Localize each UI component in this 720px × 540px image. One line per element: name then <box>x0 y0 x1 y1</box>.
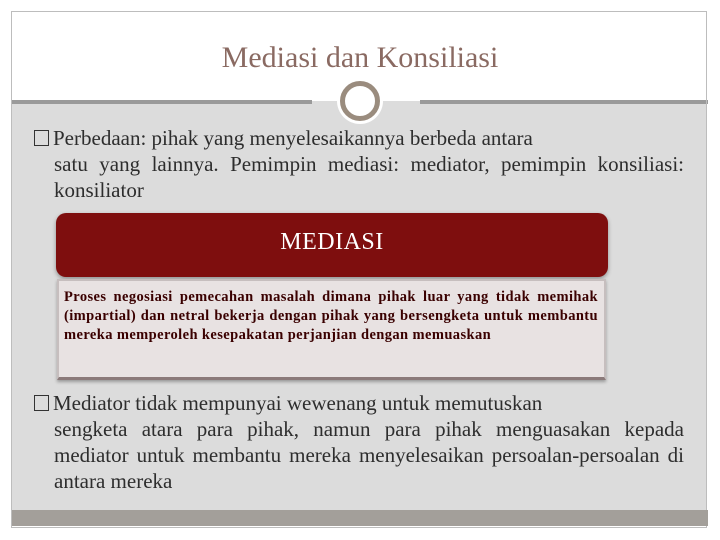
bullet-first-line: Mediator tidak mempunyai wewenang untuk memutuskan <box>53 391 543 415</box>
bullet-first-line: Perbedaan: pihak yang menyelesaikannya berbeda antara <box>53 126 533 150</box>
definition-text: Proses negosiasi pemecahan masalah dimana pihak luar yang tidak memihak (impartial) dan netral bekerja dengan pihak yang bersengketa untuk membantu mereka memperoleh kesepakatan perjanjian dengan memuaskan <box>64 289 598 343</box>
bottom-bar <box>12 510 708 526</box>
bullet-continuation: satu yang lainnya. Pemimpin mediasi: mediator, pemimpin konsiliasi: konsiliator <box>54 152 684 202</box>
bullet-box-icon <box>34 395 49 411</box>
bullet-continuation: sengketa atara para pihak, namun para pihak menguasakan kepada mediator untuk membantu mereka menyelesaikan persoalan-persoalan di antara mereka <box>54 417 684 493</box>
slide-title: Mediasi dan Konsiliasi <box>221 41 499 74</box>
bullet-item-mediator <box>34 390 684 494</box>
definition-heading: MEDIASI <box>280 229 384 255</box>
bullet-box-icon <box>34 130 49 146</box>
bullet-item-perbedaan <box>34 125 684 203</box>
